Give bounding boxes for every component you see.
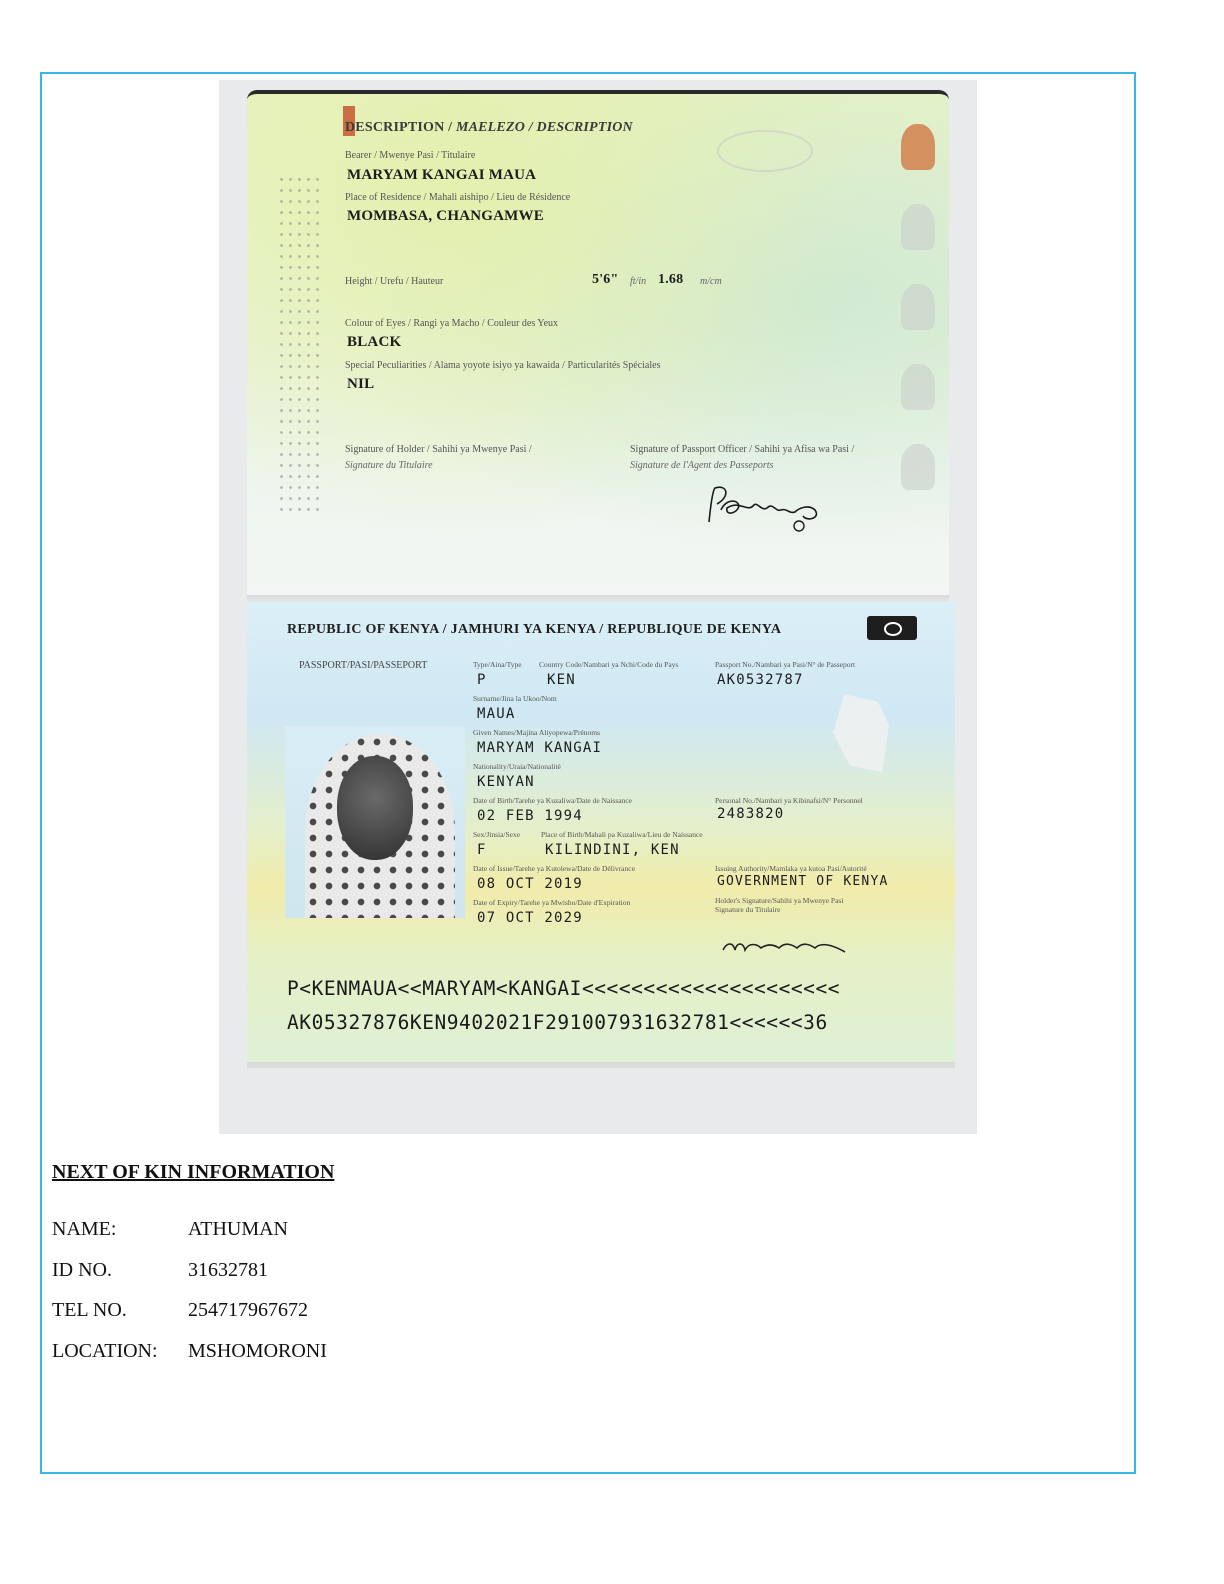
- doi-value: 08 OCT 2019: [477, 876, 583, 892]
- officer-signature: [703, 482, 833, 542]
- nok-label: TEL NO.: [52, 1299, 127, 1321]
- doe-label: Date of Expiry/Tarehe ya Mwisho/Date d'Expiration: [473, 898, 631, 907]
- shield-emblem-icon: [717, 130, 813, 172]
- rhino-icon: [901, 284, 935, 330]
- elephant-icon: [901, 204, 935, 250]
- passport-description-page: [247, 90, 949, 599]
- bearer-value: MARYAM KANGAI MAUA: [347, 167, 537, 183]
- nok-location-row: [52, 1340, 327, 1363]
- authority-value: GOVERNMENT OF KENYA: [717, 874, 889, 889]
- description-heading: DESCRIPTION / MAELEZO / DESCRIPTION: [345, 120, 633, 135]
- height-m-value: 1.68: [658, 272, 684, 287]
- holder-photo: [285, 726, 465, 918]
- surname-value: MAUA: [477, 706, 516, 722]
- buffalo-icon: [901, 124, 935, 170]
- nok-value: 254717967672: [188, 1299, 308, 1321]
- nok-tel-row: [52, 1299, 308, 1322]
- holder-signature: [721, 936, 851, 958]
- type-label: Type/Aina/Type: [473, 660, 522, 669]
- doe-value: 07 OCT 2029: [477, 910, 583, 926]
- passport-scan: [219, 80, 977, 1134]
- holder-signature-label-a: Holder's Signature/Sahihi ya Mwenye Pasi: [715, 896, 844, 905]
- eyes-label: Colour of Eyes / Rangi ya Macho / Couleur des Yeux: [345, 318, 559, 329]
- mrz-line-1: P<KENMAUA<<MARYAM<KANGAI<<<<<<<<<<<<<<<<<<<<<: [287, 977, 841, 1000]
- perforated-number: [277, 174, 325, 514]
- nok-id-row: [52, 1259, 268, 1282]
- dob-label: Date of Birth/Tarehe ya Kuzaliwa/Date de Naissance: [473, 796, 632, 805]
- nationality-label: Nationality/Uraia/Nationalité: [473, 762, 561, 771]
- holder-signature-label-b: Signature du Titulaire: [715, 905, 781, 914]
- eyes-value: BLACK: [347, 334, 402, 350]
- next-of-kin-title: NEXT OF KIN INFORMATION: [52, 1161, 335, 1183]
- mrz-line-2: AK05327876KEN9402021F291007931632781<<<<<<36: [287, 1011, 828, 1034]
- height-ft-unit: ft/in: [630, 276, 647, 287]
- nok-value: MSHOMORONI: [188, 1340, 327, 1362]
- nok-value: ATHUMAN: [188, 1218, 288, 1240]
- passport-no-label: Passport No./Nambari ya Pasi/N° de Passeport: [715, 660, 856, 669]
- holder-signature-label-1: Signature of Holder / Sahihi ya Mwenye Pasi /: [345, 444, 532, 455]
- residence-value: MOMBASA, CHANGAMWE: [347, 208, 544, 224]
- nok-name-row: [52, 1218, 288, 1241]
- bearer-label: Bearer / Mwenye Pasi / Titulaire: [345, 150, 476, 161]
- pob-label: Place of Birth/Mahali pa Kuzaliwa/Lieu de Naissance: [541, 830, 703, 839]
- nok-label: LOCATION:: [52, 1340, 158, 1362]
- nok-label: NAME:: [52, 1218, 117, 1240]
- surname-label: Surname/Jina la Ukoo/Nom: [473, 694, 557, 703]
- republic-heading: REPUBLIC OF KENYA / JAMHURI YA KENYA / REPUBLIQUE DE KENYA: [287, 622, 782, 637]
- given-names-label: Given Names/Majina Aliyopewa/Prénoms: [473, 728, 601, 737]
- height-ft-value: 5'6": [592, 272, 619, 287]
- kenya-map-icon: [833, 694, 889, 772]
- personal-no-value: 2483820: [717, 806, 785, 822]
- height-m-unit: m/cm: [700, 276, 722, 287]
- nationality-value: KENYAN: [477, 774, 535, 790]
- height-label: Height / Urefu / Hauteur: [345, 276, 444, 287]
- country-code-label: Country Code/Nambari ya Nchi/Code du Pays: [539, 660, 679, 669]
- doi-label: Date of Issue/Tarehe ya Kutolewa/Date de Délivrance: [473, 864, 635, 873]
- personal-no-label: Personal No./Nambari ya Kibinafsi/N° Personnel: [715, 796, 863, 805]
- officer-signature-label-2: Signature de l'Agent des Passeports: [630, 460, 774, 471]
- sex-value: F: [477, 842, 487, 858]
- passport-data-page: [247, 602, 955, 1068]
- peculiarities-label: Special Peculiarities / Alama yoyote isiyo ya kawaida / Particularités Spéciales: [345, 360, 661, 371]
- officer-signature-label-1: Signature of Passport Officer / Sahihi ya Afisa wa Pasi /: [630, 444, 855, 455]
- type-value: P: [477, 672, 487, 688]
- given-names-value: MARYAM KANGAI: [477, 740, 603, 756]
- nok-value: 31632781: [188, 1259, 268, 1281]
- animal-watermarks: [895, 124, 941, 544]
- country-code-value: KEN: [547, 672, 576, 688]
- authority-label: Issuing Authority/Mamlaka ya kutoa Pasi/Autorité: [715, 864, 867, 873]
- sex-label: Sex/Jinsia/Sexe: [473, 830, 521, 839]
- nok-label: ID NO.: [52, 1259, 112, 1281]
- dob-value: 02 FEB 1994: [477, 808, 583, 824]
- holder-signature-label-2: Signature du Titulaire: [345, 460, 433, 471]
- passport-word: PASSPORT/PASI/PASSEPORT: [299, 660, 428, 671]
- peculiarities-value: NIL: [347, 376, 375, 392]
- pob-value: KILINDINI, KEN: [545, 842, 680, 858]
- flag-emblem-icon: [867, 616, 917, 640]
- passport-no-value: AK0532787: [717, 672, 804, 688]
- residence-label: Place of Residence / Mahali aishipo / Lieu de Résidence: [345, 192, 571, 203]
- leopard-icon: [901, 444, 935, 490]
- lion-icon: [901, 364, 935, 410]
